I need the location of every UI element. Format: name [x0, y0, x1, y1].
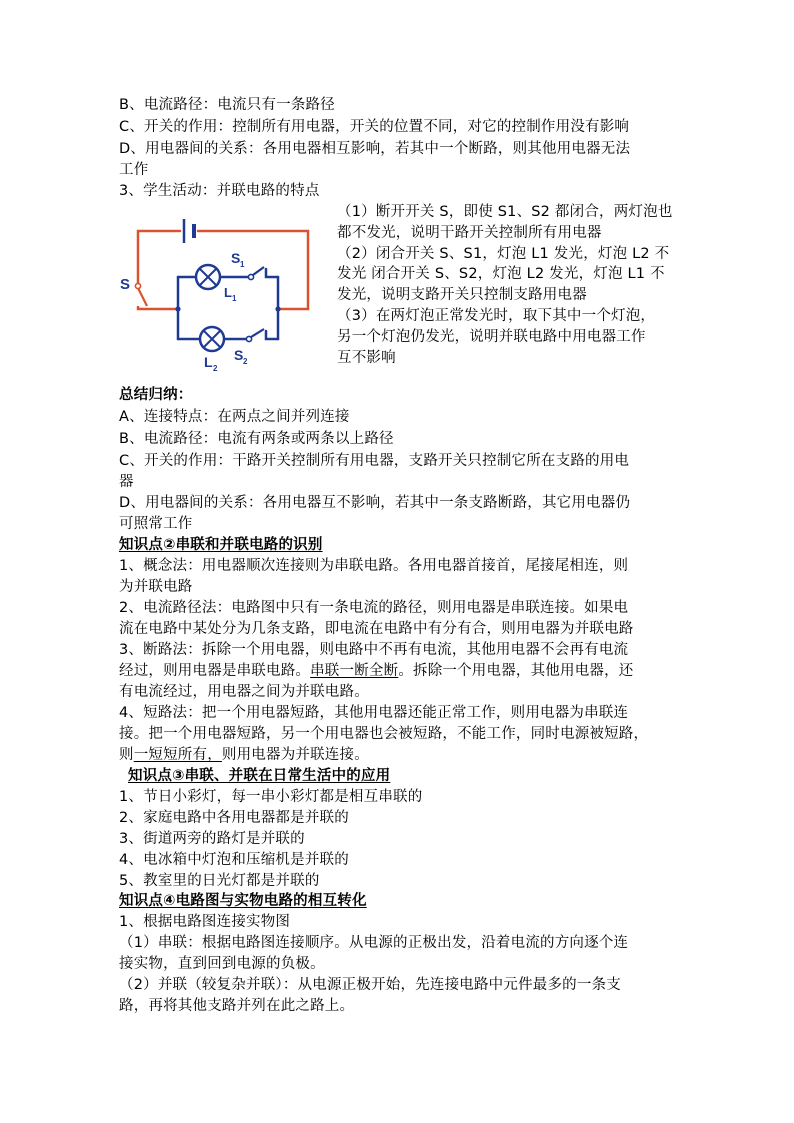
- emphasis-text: 串联一断全断: [310, 663, 399, 679]
- text-line: 器: [119, 474, 134, 490]
- lamp-l2-label: L: [204, 354, 213, 370]
- text-span: 。拆除一个用电器，其他用电器，还: [398, 663, 634, 679]
- text-line: [119, 745, 679, 765]
- text-line: 流在电路中某处分为几条支路，即电流在电路中有分有合，则用电器为并联电路: [119, 621, 634, 637]
- text-line: A、连接特点：在两点之间并列连接: [119, 409, 350, 425]
- switch-s1-icon: [253, 267, 264, 275]
- text-line: 发光 闭合开关 S、S2，灯泡 L2 发光，灯泡 L1 不: [337, 266, 665, 282]
- switch-s2-subscript: 2: [243, 357, 248, 366]
- lamp-l1-subscript: 1: [232, 294, 237, 303]
- text-span: 经过，则用电器是串联电路。: [119, 663, 311, 679]
- junction-dot: [175, 306, 180, 311]
- text-line: （3）在两灯泡正常发光时，取下其中一个灯泡，: [337, 308, 656, 324]
- text-line: D、用电器间的关系：各用电器互不影响，若其中一条支路断路，其它用电器仍: [119, 495, 631, 511]
- text-line: 互不影响: [337, 350, 396, 366]
- text-line: 3、街道两旁的路灯是并联的: [119, 831, 305, 847]
- switch-terminal: [135, 283, 140, 288]
- main-switch-icon: [138, 288, 147, 306]
- text-line: [119, 661, 679, 681]
- text-line: 接。把一个用电器短路，另一个用电器也会被短路，不能工作，同时电源被短路，: [119, 726, 649, 742]
- section-heading: 知识点③串联、并联在日常生活中的应用: [128, 768, 391, 784]
- text-line: 5、教室里的日光灯都是并联的: [119, 873, 320, 889]
- text-line: 1、根据电路图连接实物图: [119, 914, 291, 930]
- lamp-l2-subscript: 2: [213, 364, 218, 372]
- text-line: （2）并联（较复杂并联）：从电源正极开始，先连接电路中元件最多的一条支: [119, 977, 621, 993]
- text-line: 另一个灯泡仍发光，说明并联电路中用电器工作: [337, 329, 646, 345]
- text-line: B、电流路径：电流有两条或两条以上路径: [119, 431, 394, 447]
- switch-terminal: [246, 336, 251, 341]
- switch-s1-subscript: 1: [240, 260, 245, 269]
- text-line: 可照常工作: [119, 516, 193, 532]
- junction-dot: [275, 306, 280, 311]
- switch-s2-label: S: [234, 347, 244, 363]
- section-heading: 知识点②串联和并联电路的识别: [119, 537, 323, 553]
- text-line: 路，再将其他支路并列在此之路上。: [119, 998, 355, 1014]
- circuit-wire: [138, 231, 180, 284]
- circuit-wire: [138, 307, 178, 309]
- text-line: 3、断路法：拆除一个用电器，则电路中不再有电流，其他用电器不会再有电流: [119, 642, 629, 658]
- text-line: 接实物，直到回到电源的负极。: [119, 956, 325, 972]
- lamp-l1-label: L: [224, 285, 232, 300]
- text-line: 都不发光，说明干路开关控制所有用电器: [337, 225, 602, 241]
- text-line: C、开关的作用：控制所有用电器，开关的位置不同，对它的控制作用没有影响: [119, 119, 630, 135]
- switch-s2-icon: [251, 329, 264, 337]
- text-line: B、电流路径：电流只有一条路径: [119, 97, 335, 113]
- text-line: 为并联电路: [119, 579, 193, 595]
- text-line: 工作: [119, 162, 149, 178]
- summary-heading: 总结归纳：: [119, 387, 193, 403]
- text-line: 1、概念法：用电器顺次连接则为串联电路。各用电器首接首，尾接尾相连，则: [119, 558, 629, 574]
- text-line: 发光，说明支路开关只控制支路用电器: [337, 287, 587, 303]
- text-line: 2、电流路径法：电路图中只有一条电流的路径，则用电器是串联连接。如果电: [119, 600, 629, 616]
- text-line: 1、节日小彩灯，每一串小彩灯都是相互串联的: [119, 789, 423, 805]
- branch-1-wire: [178, 269, 278, 277]
- text-line: D、用电器间的关系：各用电器相互影响，若其中一个断路，则其他用电器无法: [119, 141, 631, 157]
- emphasis-text: 一短短所有，: [133, 747, 222, 763]
- text-line: 4、电冰箱中灯泡和压缩机是并联的: [119, 852, 349, 868]
- text-line: 3、学生活动：并联电路的特点: [119, 183, 320, 199]
- switch-s-label: S: [120, 276, 131, 293]
- text-line: 有电流经过，用电器之间为并联电路。: [119, 684, 369, 700]
- text-line: C、开关的作用：干路开关控制所有用电器，支路开关只控制它所在支路的用电: [119, 453, 630, 469]
- parallel-circuit-diagram: [118, 207, 323, 372]
- text-span: 则: [119, 747, 134, 763]
- switch-terminal: [248, 274, 253, 279]
- text-line: （1）串联：根据电路图连接顺序。从电源的正极出发，沿着电流的方向逐个连: [119, 935, 629, 951]
- text-line: （1）断开开关 S，即使 S1、S2 都闭合，两灯泡也: [337, 204, 673, 220]
- text-span: 则用电器为并联连接。: [221, 747, 369, 763]
- section-heading: 知识点④电路图与实物电路的相互转化: [119, 893, 367, 909]
- text-line: 4、短路法：把一个用电器短路，其他用电器还能正常工作，则用电器为串联连: [119, 705, 629, 721]
- branch-2-wire: [178, 331, 278, 339]
- text-line: （2）闭合开关 S、S1，灯泡 L1 发光，灯泡 L2 不: [337, 246, 670, 262]
- text-line: 2、家庭电路中各用电器都是并联的: [119, 810, 349, 826]
- switch-s1-label: S: [231, 250, 241, 266]
